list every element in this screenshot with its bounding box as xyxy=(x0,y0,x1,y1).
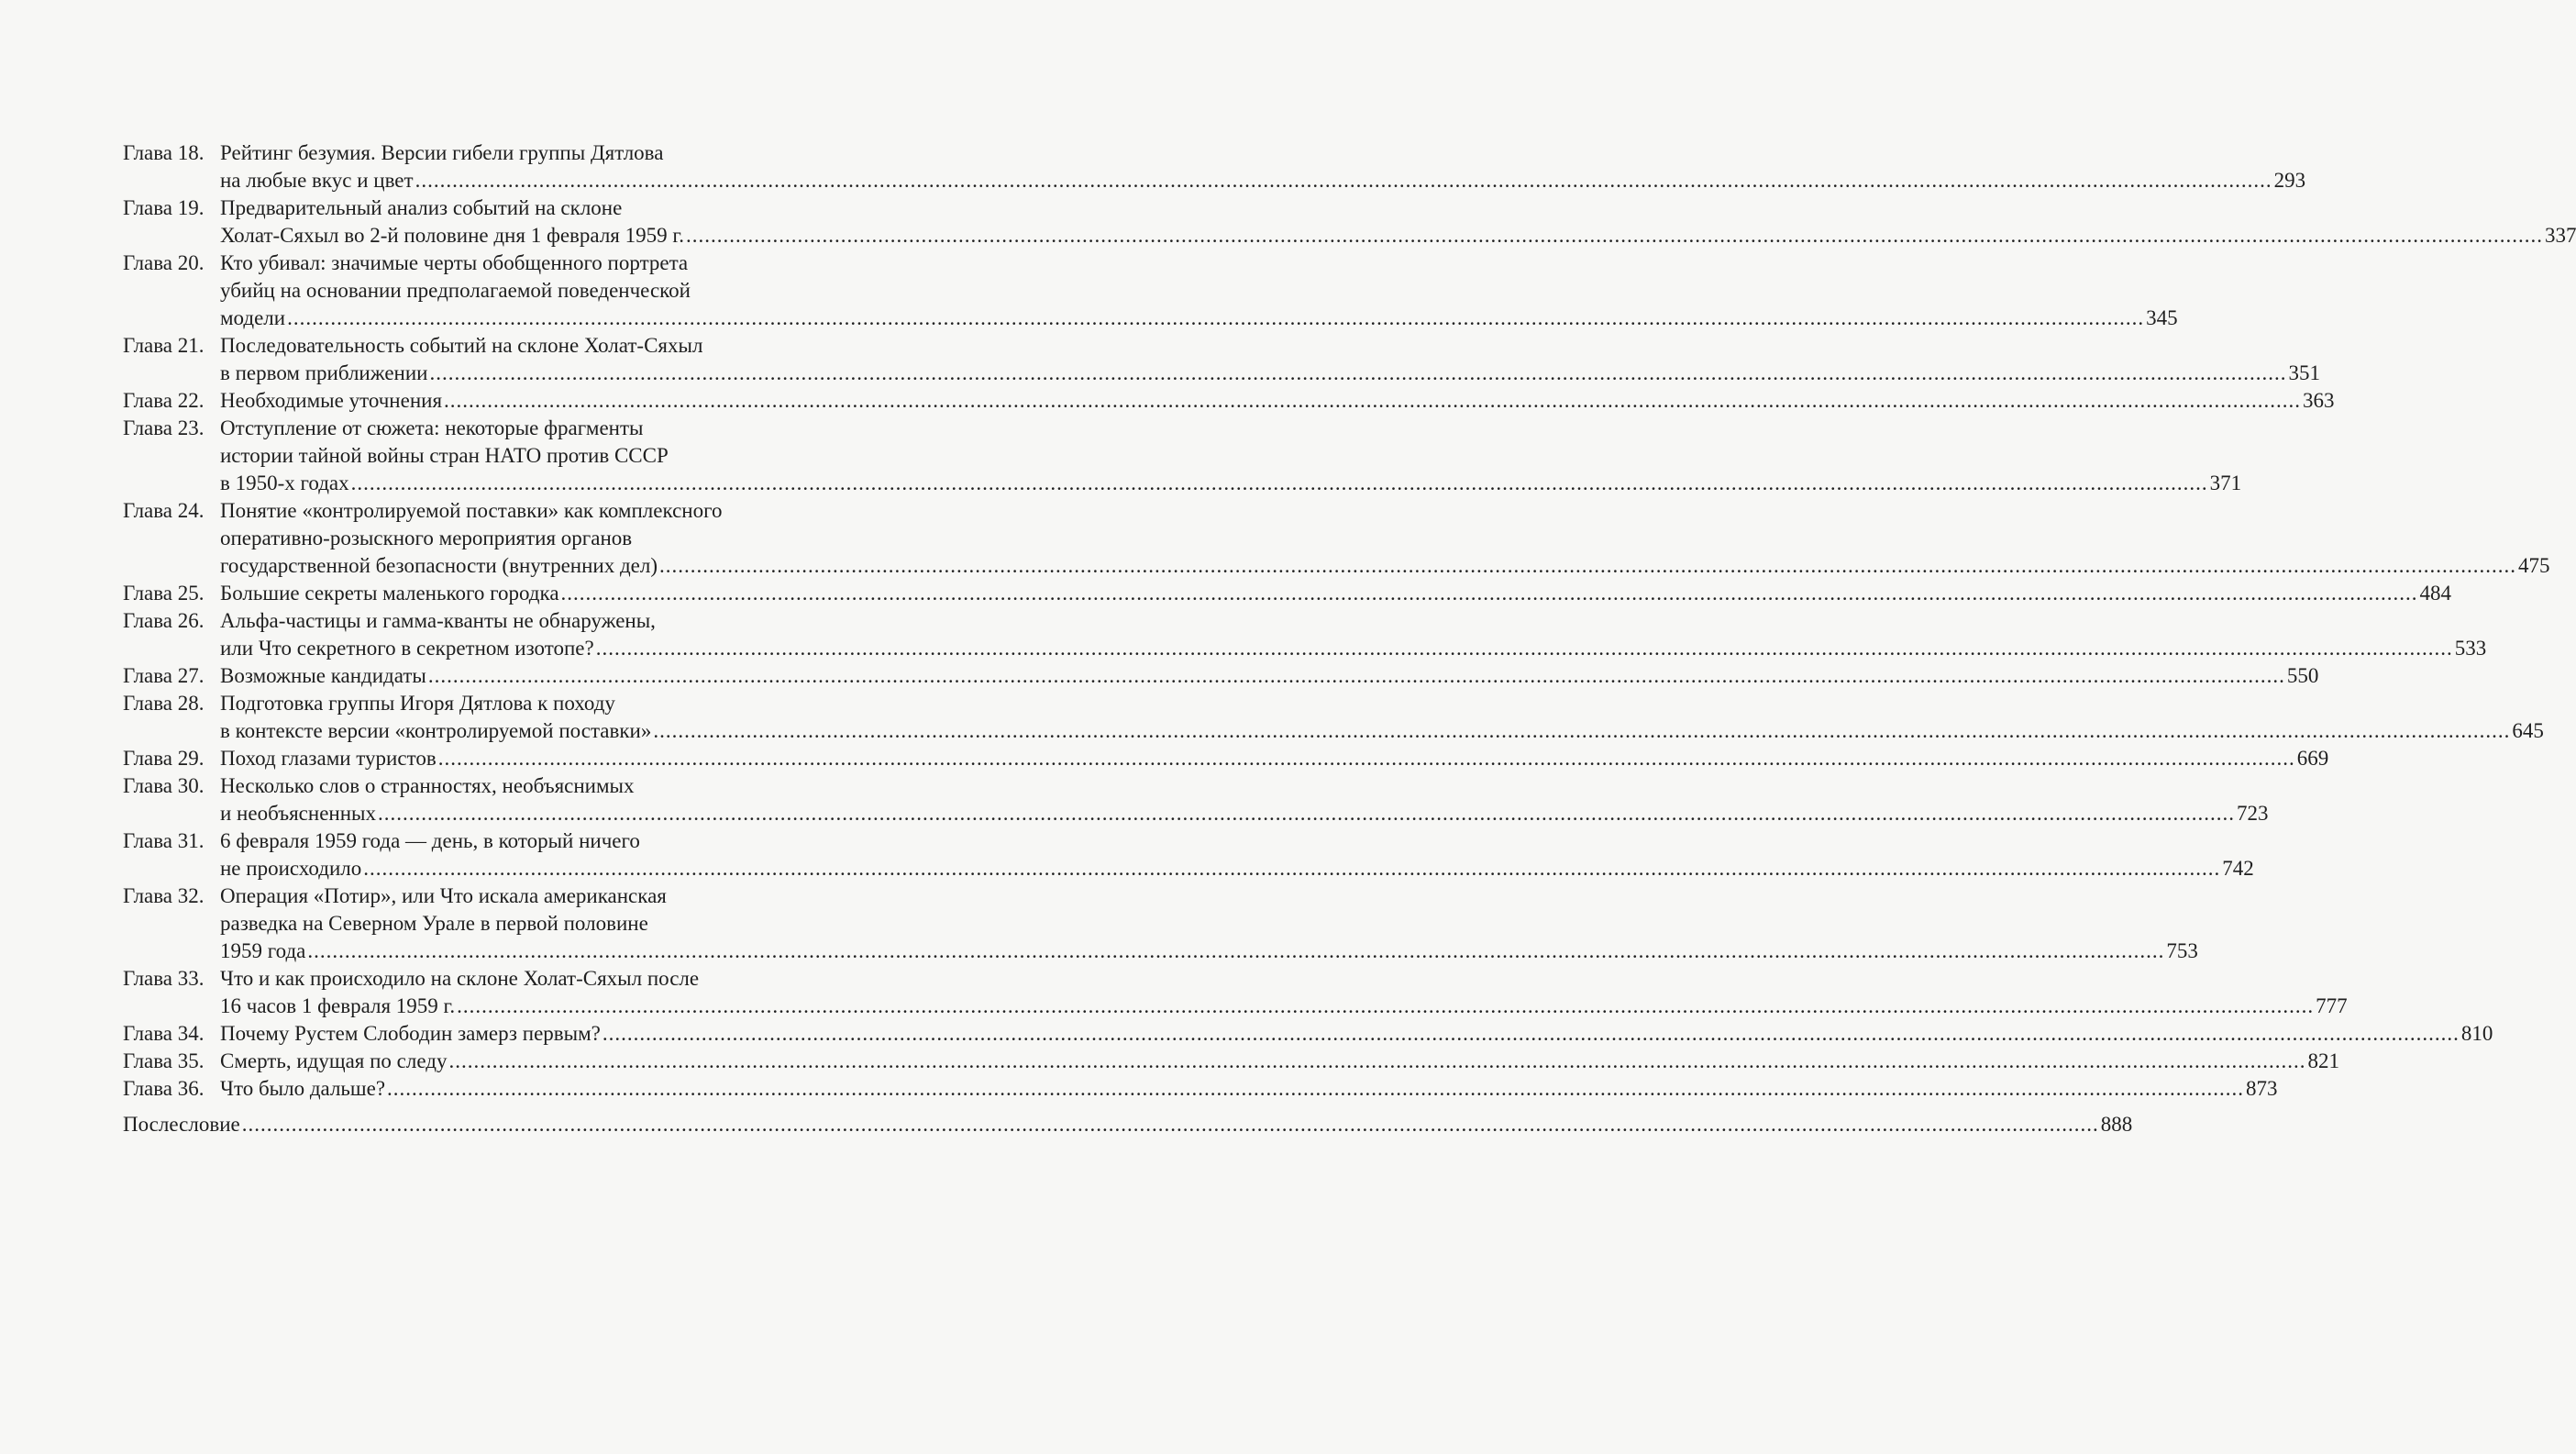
chapter-label: Глава 22. xyxy=(123,389,205,412)
chapter-title-line: Возможные кандидаты xyxy=(220,664,426,687)
dot-leader: ............................................................................................................................................................................................................................................................................................................ xyxy=(427,664,2285,687)
dot-leader: ............................................................................................................................................................................................................................................................................................................ xyxy=(437,747,2295,770)
chapter-title-line: Смерть, идущая по следу xyxy=(220,1049,448,1072)
chapter-title-line: Кто убивал: значимые черты обобщенного портрета xyxy=(220,251,689,274)
dot-leader: ............................................................................................................................................................................................................................................................................................................ xyxy=(457,994,2315,1017)
chapter-title-line: Большие секреты маленького городка xyxy=(220,582,559,605)
page-number: 777 xyxy=(2316,994,2348,1017)
dot-leader: ............................................................................................................................................................................................................................................................................................................ xyxy=(659,554,2517,577)
chapter-title xyxy=(220,332,2320,387)
chapter-title xyxy=(220,745,2329,772)
chapter-title-last-line xyxy=(220,800,2269,827)
chapter-label: Глава 33. xyxy=(123,967,205,990)
chapter-title-line: Рейтинг безумия. Версии гибели группы Дятлова xyxy=(220,141,664,164)
chapter-title-line: истории тайной войны стран НАТО против СССР xyxy=(220,444,669,467)
page-number: 351 xyxy=(2288,361,2320,384)
dot-leader: ............................................................................................................................................................................................................................................................................................................ xyxy=(595,637,2453,660)
chapter-title-last-line xyxy=(220,1048,2339,1075)
page-number: 645 xyxy=(2512,719,2544,742)
toc-entry xyxy=(123,139,2306,194)
chapter-title xyxy=(220,387,2335,415)
chapter-label: Глава 32. xyxy=(123,884,205,907)
page-number: 363 xyxy=(2303,389,2335,412)
toc-entry xyxy=(123,415,2242,497)
chapter-title xyxy=(220,139,2306,194)
chapter-title xyxy=(220,662,2319,690)
chapter-title-line: убийц на основании предполагаемой поведенческой xyxy=(220,279,691,302)
chapter-title-line: модели xyxy=(220,306,286,329)
chapter-label: Глава 36. xyxy=(123,1077,205,1100)
page-number: 484 xyxy=(2419,582,2452,605)
chapter-title xyxy=(220,580,2452,607)
chapter-title-line: Понятие «контролируемой поставки» как комплексного xyxy=(220,499,723,522)
page-number: 873 xyxy=(2246,1077,2278,1100)
chapter-title-line: Необходимые уточнения xyxy=(220,389,443,412)
dot-leader: ............................................................................................................................................................................................................................................................................................................ xyxy=(429,361,2287,384)
chapter-title-line: Последовательность событий на склоне Холат-Сяхыл xyxy=(220,334,703,357)
chapter-title xyxy=(220,965,2348,1020)
chapter-title-line: 1959 года xyxy=(220,939,306,962)
dot-leader: ............................................................................................................................................................................................................................................................................................................ xyxy=(363,857,2221,880)
chapter-title-line: Подготовка группы Игоря Дятлова к походу xyxy=(220,692,615,715)
page-number: 293 xyxy=(2273,169,2306,192)
dot-leader: ............................................................................................................................................................................................................................................................................................................ xyxy=(444,389,2302,412)
page-number: 669 xyxy=(2296,747,2329,770)
chapter-label: Глава 20. xyxy=(123,251,205,274)
page-number: 371 xyxy=(2209,472,2242,494)
dot-leader: ............................................................................................................................................................................................................................................................................................................ xyxy=(415,169,2272,192)
dot-leader: ............................................................................................................................................................................................................................................................................................................ xyxy=(602,1022,2460,1045)
dot-leader: ............................................................................................................................................................................................................................................................................................................ xyxy=(377,802,2235,825)
chapter-title-line: Поход глазами туристов xyxy=(220,747,437,770)
chapter-title xyxy=(220,194,2576,250)
toc-entry xyxy=(123,387,2335,415)
toc-entry xyxy=(123,882,2198,965)
chapter-title-line: Отступление от сюжета: некоторые фрагменты xyxy=(220,416,644,439)
chapter-title-line: на любые вкус и цвет xyxy=(220,169,414,192)
chapter-title xyxy=(220,1048,2339,1075)
chapter-title-line: или Что секретного в секретном изотопе? xyxy=(220,637,594,660)
chapter-title xyxy=(220,1020,2493,1048)
toc-entry xyxy=(123,607,2487,662)
toc-entry xyxy=(123,1075,2278,1103)
page-number: 723 xyxy=(2236,802,2269,825)
afterword-title: Послесловие xyxy=(123,1113,240,1136)
chapter-label: Глава 19. xyxy=(123,196,205,219)
chapter-label: Глава 24. xyxy=(123,499,205,522)
chapter-label: Глава 28. xyxy=(123,692,205,715)
page-number: 888 xyxy=(2100,1113,2133,1136)
toc-entry xyxy=(123,332,2320,387)
page-number: 337 xyxy=(2544,224,2576,247)
chapter-title xyxy=(220,607,2487,662)
toc-entry xyxy=(123,194,2576,250)
toc-entry xyxy=(123,965,2348,1020)
dot-leader: ............................................................................................................................................................................................................................................................................................................ xyxy=(387,1077,2245,1100)
dot-leader: ............................................................................................................................................................................................................................................................................................................ xyxy=(448,1049,2306,1072)
chapter-title-line: Что и как происходило на склоне Холат-Сяхыл после xyxy=(220,967,700,990)
chapter-label: Глава 35. xyxy=(123,1049,205,1072)
chapter-title-last-line xyxy=(220,1075,2278,1103)
page-number: 753 xyxy=(2166,939,2198,962)
chapter-title-last-line xyxy=(220,662,2319,690)
dot-leader: ............................................................................................................................................................................................................................................................................................................ xyxy=(287,306,2145,329)
toc-entry xyxy=(123,497,2550,580)
chapter-title xyxy=(220,497,2550,580)
afterword-line xyxy=(123,1111,2133,1138)
chapter-title xyxy=(220,415,2242,497)
dot-leader: ............................................................................................................................................................................................................................................................................................................ xyxy=(350,472,2208,494)
chapter-title-line: Что было дальше? xyxy=(220,1077,386,1100)
toc-entry xyxy=(123,250,2178,332)
toc-entry xyxy=(123,690,2544,745)
chapter-title-line: оперативно-розыскного мероприятия органов xyxy=(220,527,633,549)
chapter-label: Глава 23. xyxy=(123,416,205,439)
chapter-label: Глава 30. xyxy=(123,774,205,797)
chapter-title-line: Холат-Сяхыл во 2-й половине дня 1 февраля 1959 г. xyxy=(220,224,684,247)
chapter-title-line: разведка на Северном Урале в первой половине xyxy=(220,912,648,935)
chapter-title-last-line xyxy=(220,717,2544,745)
chapter-title-line: Несколько слов о странностях, необъяснимых xyxy=(220,774,635,797)
chapter-title-line: 16 часов 1 февраля 1959 г. xyxy=(220,994,456,1017)
dot-leader: ............................................................................................................................................................................................................................................................................................................ xyxy=(653,719,2511,742)
chapter-title-line: в 1950-х годах xyxy=(220,472,349,494)
chapter-label: Глава 21. xyxy=(123,334,205,357)
chapter-title-line: 6 февраля 1959 года — день, в который ничего xyxy=(220,829,640,852)
chapter-title-last-line xyxy=(220,745,2329,772)
toc-entry xyxy=(123,772,2269,827)
chapter-title-line: Почему Рустем Слободин замерз первым? xyxy=(220,1022,601,1045)
chapter-label: Глава 27. xyxy=(123,664,205,687)
chapter-title-last-line xyxy=(220,993,2348,1020)
page-number: 475 xyxy=(2518,554,2550,577)
dot-leader: ............................................................................................................................................................................................................................................................................................................ xyxy=(241,1113,2099,1136)
chapter-title-last-line xyxy=(220,938,2198,965)
chapter-label: Глава 25. xyxy=(123,582,205,605)
chapter-title-last-line xyxy=(220,222,2576,250)
chapter-title xyxy=(220,882,2198,965)
table-of-contents xyxy=(123,139,2576,1138)
page-number: 810 xyxy=(2460,1022,2493,1045)
chapter-title-line: Альфа-частицы и гамма-кванты не обнаружены, xyxy=(220,609,656,632)
chapter-title-last-line xyxy=(220,360,2320,387)
chapter-title-last-line xyxy=(220,580,2452,607)
toc-entry xyxy=(123,662,2319,690)
chapter-title-last-line xyxy=(220,855,2254,882)
chapter-title-last-line xyxy=(220,305,2178,332)
chapter-title-line: и необъясненных xyxy=(220,802,376,825)
chapter-title xyxy=(220,690,2544,745)
chapter-label: Глава 26. xyxy=(123,609,205,632)
toc-entry xyxy=(123,1020,2493,1048)
chapter-label: Глава 29. xyxy=(123,747,205,770)
chapter-title xyxy=(220,827,2254,882)
chapter-title-last-line xyxy=(220,470,2242,497)
chapter-title-last-line xyxy=(220,1020,2493,1048)
chapter-title-line: государственной безопасности (внутренних дел) xyxy=(220,554,658,577)
chapter-title-line: в первом приближении xyxy=(220,361,428,384)
page-number: 550 xyxy=(2286,664,2319,687)
page-number: 533 xyxy=(2454,637,2487,660)
chapter-title-last-line xyxy=(220,635,2487,662)
chapter-title-line: не происходило xyxy=(220,857,362,880)
chapter-label: Глава 34. xyxy=(123,1022,205,1045)
chapter-title-last-line xyxy=(220,167,2306,194)
toc-entry xyxy=(123,1048,2339,1075)
chapter-title-line: Операция «Потир», или Что искала американская xyxy=(220,884,667,907)
chapter-title xyxy=(220,1075,2278,1103)
chapter-title-last-line xyxy=(220,552,2550,580)
page-number: 821 xyxy=(2307,1049,2339,1072)
dot-leader: ............................................................................................................................................................................................................................................................................................................ xyxy=(685,224,2543,247)
toc-entry-afterword xyxy=(123,1111,2133,1138)
toc-entry xyxy=(123,827,2254,882)
chapter-label: Глава 18. xyxy=(123,141,205,164)
toc-entry xyxy=(123,580,2452,607)
chapter-title-line: в контексте версии «контролируемой поставки» xyxy=(220,719,652,742)
dot-leader: ............................................................................................................................................................................................................................................................................................................ xyxy=(560,582,2418,605)
chapter-title-last-line xyxy=(220,387,2335,415)
chapter-title-line: Предварительный анализ событий на склоне xyxy=(220,196,623,219)
chapter-title xyxy=(220,250,2178,332)
toc-entry xyxy=(123,745,2329,772)
page-number: 742 xyxy=(2222,857,2254,880)
chapter-label: Глава 31. xyxy=(123,829,205,852)
dot-leader: ............................................................................................................................................................................................................................................................................................................ xyxy=(307,939,2165,962)
chapter-title xyxy=(220,772,2269,827)
page-number: 345 xyxy=(2146,306,2178,329)
